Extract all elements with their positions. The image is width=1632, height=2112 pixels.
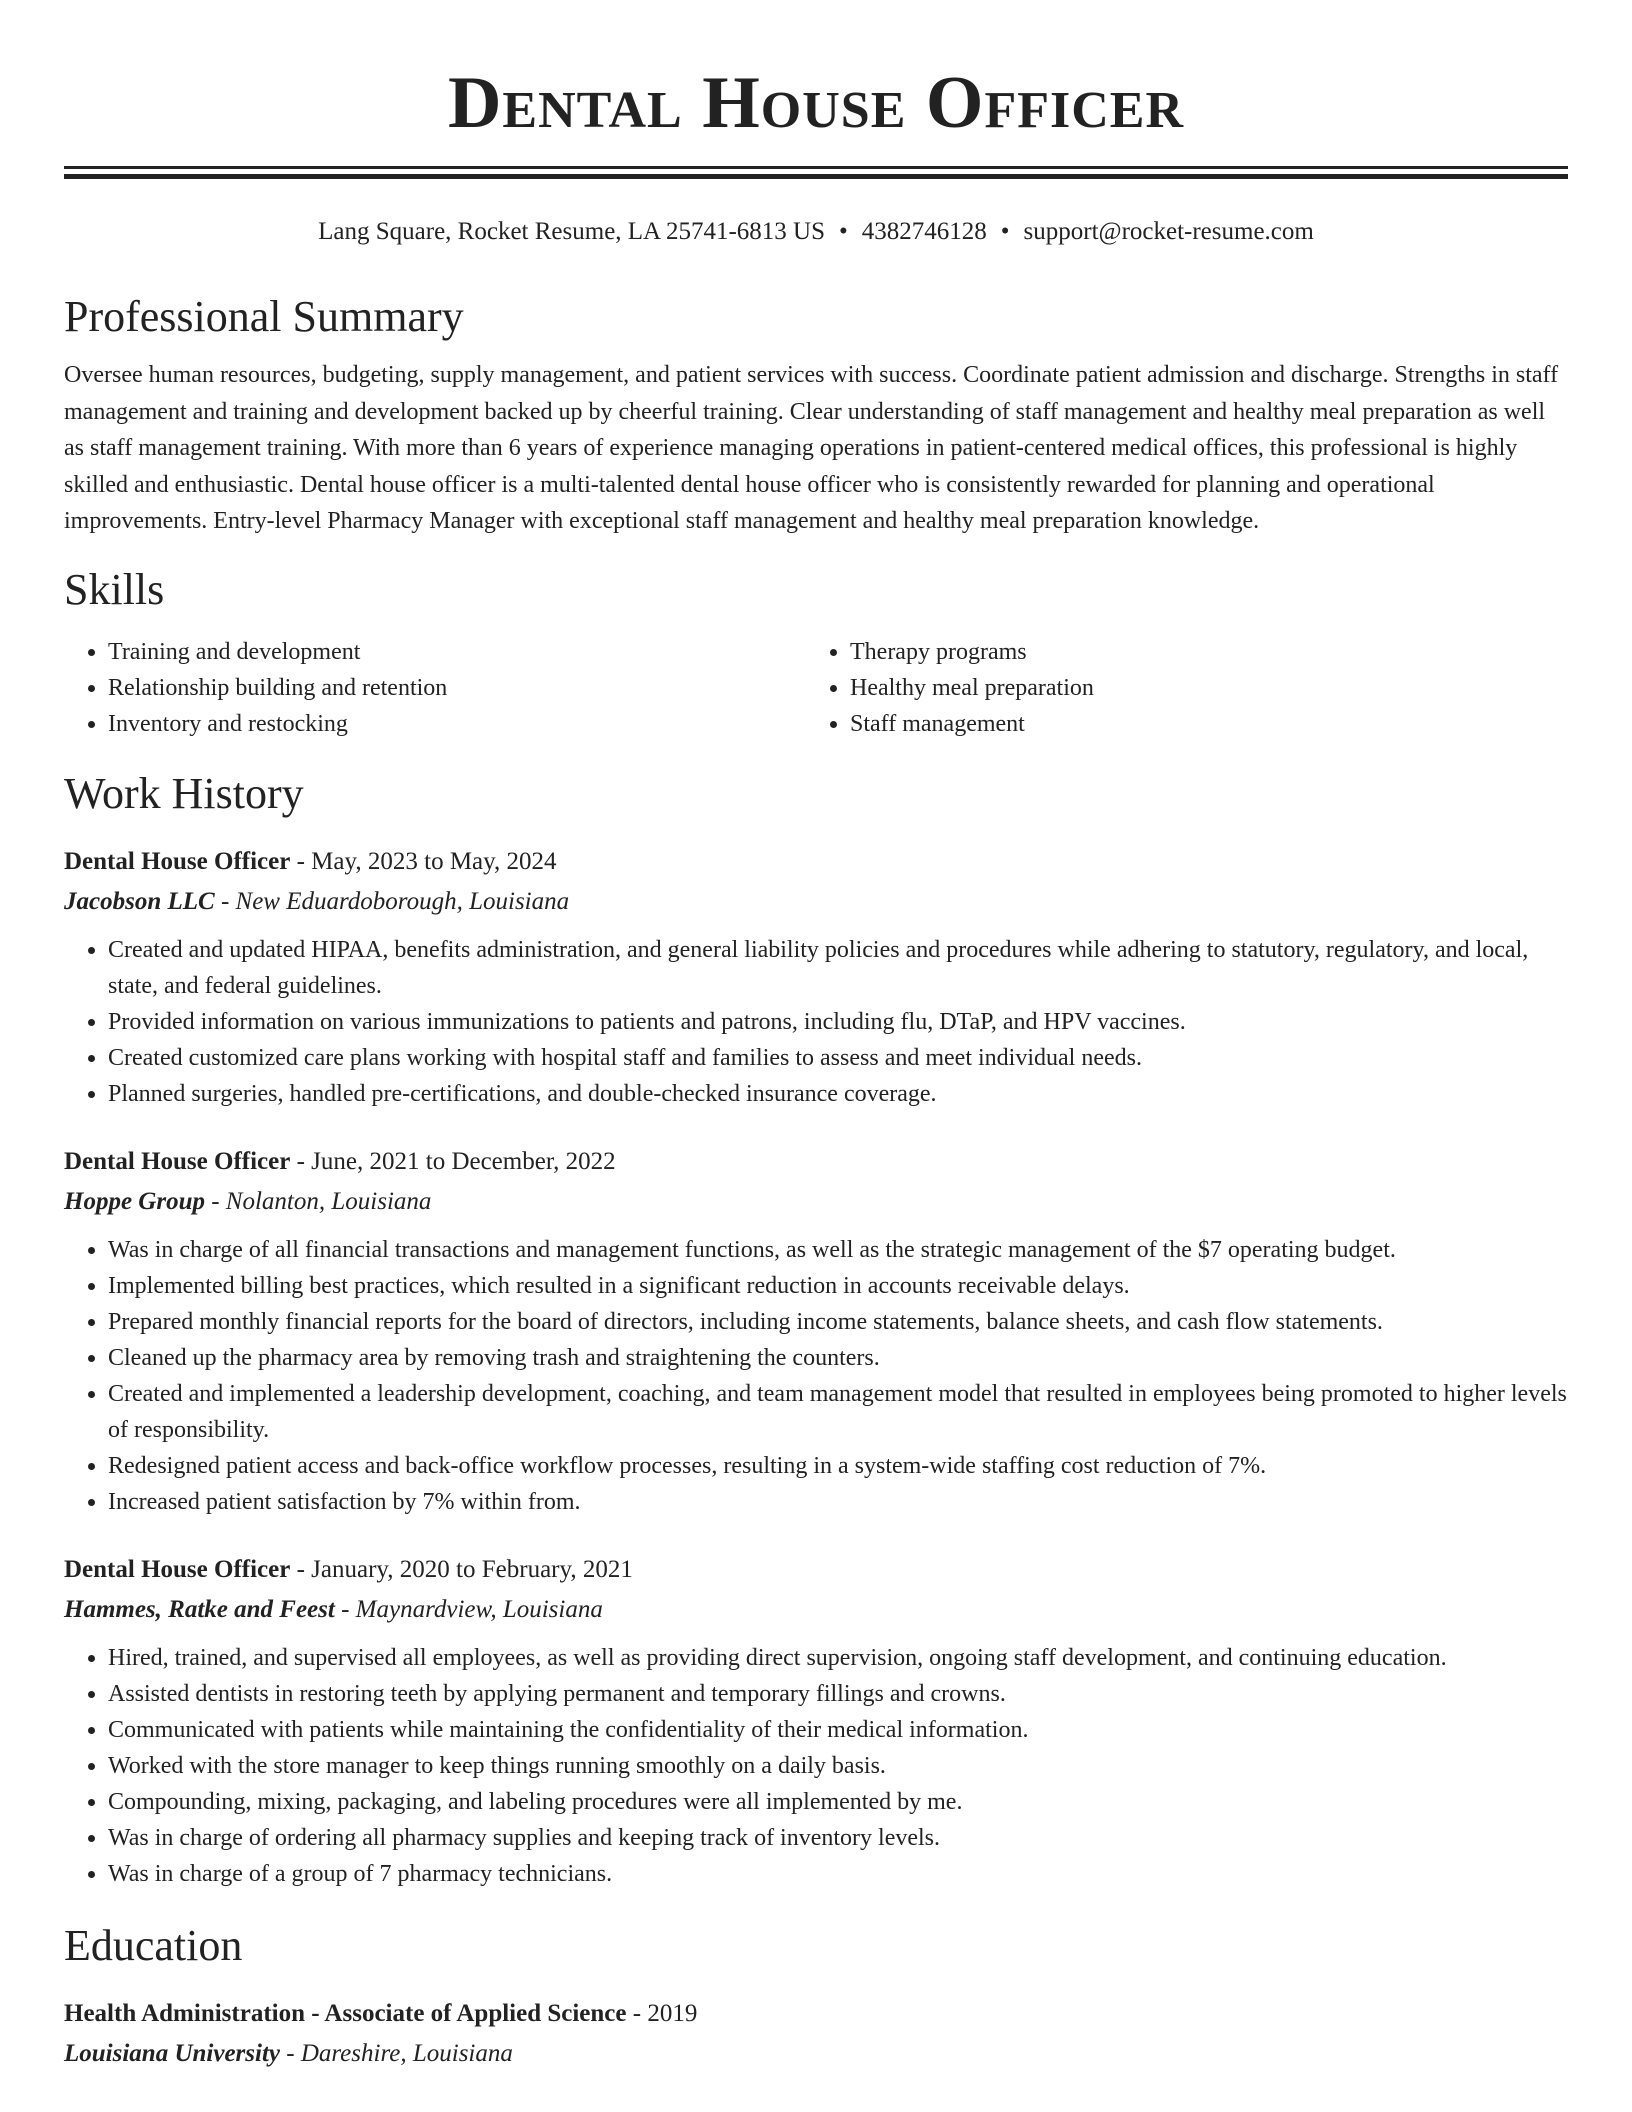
resume-name: Dental House Officer: [447, 62, 1184, 144]
job-bullet: • Was in charge of all financial transactions and management functions, as well as the strategic management of the $7 operating budget.: [108, 1232, 1568, 1268]
job-location: - New Eduardoborough, Louisiana: [214, 887, 570, 915]
job-bullet: • Provided information on various immunizations to patients and patrons, including flu, DTaP, and HPV vaccines.: [108, 1004, 1568, 1040]
job-bullets: [64, 1640, 1568, 1892]
job-bullet: • Hired, trained, and supervised all employees, as well as providing direct supervision, ongoing staff development, and continuing education.: [108, 1640, 1568, 1676]
job-company: Jacobson LLC: [64, 887, 215, 915]
contact-separator: •: [839, 218, 848, 245]
job-bullet: • Prepared monthly financial reports for the board of directors, including income statements, balance sheets, and cash flow statements.: [108, 1304, 1568, 1340]
job-bullet: • Created and updated HIPAA, benefits administration, and general liability policies and procedures while adhering to statutory, regulatory, and local, state, and federal guidelines.: [108, 932, 1568, 1004]
contact-phone: 4382746128: [861, 218, 987, 245]
education-location: - Dareshire, Louisiana: [280, 2039, 513, 2067]
contact-email[interactable]: support@rocket-resume.com: [1023, 218, 1314, 245]
education-degree: Health Administration - Associate of Applied Science: [64, 1999, 627, 2027]
job-bullet: • Implemented billing best practices, which resulted in a significant reduction in accounts receivable delays.: [108, 1268, 1568, 1304]
job-bullet: • Was in charge of ordering all pharmacy supplies and keeping track of inventory levels.: [108, 1820, 1568, 1856]
job-bullet: • Planned surgeries, handled pre-certifications, and double-checked insurance coverage.: [108, 1076, 1568, 1112]
skill-item: • Training and development: [108, 634, 806, 670]
job-company-line: [64, 1182, 1568, 1222]
education-school-line: [64, 2034, 1568, 2074]
contact-address: Lang Square, Rocket Resume, LA 25741-6813 US: [318, 218, 826, 245]
contact-line: [64, 217, 1568, 247]
skill-item: • Inventory and restocking: [108, 706, 806, 742]
job-location: - Maynardview, Louisiana: [334, 1595, 603, 1623]
job-bullet: • Cleaned up the pharmacy area by removing trash and straightening the counters.: [108, 1340, 1568, 1376]
job-dates: - June, 2021 to December, 2022: [290, 1147, 616, 1175]
summary-text: Oversee human resources, budgeting, supply management, and patient services with success. Coordinate patient admission and discharge. Strengths in staff management and training and development backed up by cheerful training. Clear understanding of staff management and healthy meal preparation as well as staff management training. With more than 6 years of experience managing operations in patient-centered medical offices, this professional is highly skilled and enthusiastic. Dental house officer is a multi-talented dental house officer who is consistently rewarded for planning and operational improvements. Entry-level Pharmacy Manager with exceptional staff management and healthy meal preparation knowledge.: [64, 362, 1559, 534]
job-bullets: [64, 932, 1568, 1112]
job-bullet: • Communicated with patients while maintaining the confidentiality of their medical information.: [108, 1712, 1568, 1748]
job-dates: - January, 2020 to February, 2021: [290, 1555, 633, 1583]
skill-item: • Healthy meal preparation: [850, 670, 1548, 706]
job-company-line: [64, 882, 1568, 922]
job-role: Dental House Officer: [64, 1555, 291, 1583]
header-divider-thin: [64, 174, 1568, 179]
job-bullet: • Compounding, mixing, packaging, and labeling procedures were all implemented by me.: [108, 1784, 1568, 1820]
skill-item: • Staff management: [850, 706, 1548, 742]
job-location: - Nolanton, Louisiana: [204, 1187, 432, 1215]
job-company: Hammes, Ratke and Feest: [64, 1595, 335, 1623]
job-title-line: [64, 1550, 1568, 1590]
education-heading: Education: [64, 1920, 243, 1970]
skill-item: • Therapy programs: [850, 634, 1548, 670]
job-entry: [64, 1142, 1568, 1520]
job-title-line: [64, 1142, 1568, 1182]
job-role: Dental House Officer: [64, 847, 291, 875]
contact-separator: •: [1000, 218, 1010, 245]
skills-column-left: [64, 634, 806, 742]
job-bullet: • Worked with the store manager to keep things running smoothly on a daily basis.: [108, 1748, 1568, 1784]
education-entry: [64, 1994, 1568, 2074]
job-bullet: • Increased patient satisfaction by 7% within from.: [108, 1484, 1568, 1520]
work-history-heading: Work History: [64, 768, 304, 818]
job-role: Dental House Officer: [64, 1147, 291, 1175]
summary-heading: Professional Summary: [64, 292, 464, 341]
job-bullet: • Created and implemented a leadership development, coaching, and team management model that resulted in employees being promoted to higher levels of responsibility.: [108, 1376, 1568, 1448]
job-bullet: • Was in charge of a group of 7 pharmacy technicians.: [108, 1856, 1568, 1892]
job-company: Hoppe Group: [64, 1187, 205, 1215]
education-degree-line: [64, 1994, 1568, 2034]
job-entry: [64, 1550, 1568, 1892]
skills-list: [64, 634, 1568, 742]
job-title-line: [64, 842, 1568, 882]
job-bullet: • Redesigned patient access and back-office workflow processes, resulting in a system-wide staffing cost reduction of 7%.: [108, 1448, 1568, 1484]
job-dates: - May, 2023 to May, 2024: [290, 847, 557, 875]
job-company-line: [64, 1590, 1568, 1630]
skills-column-right: [806, 634, 1548, 742]
skills-heading: Skills: [64, 564, 165, 614]
education-school: Louisiana University: [64, 2039, 280, 2067]
job-bullet: • Created customized care plans working with hospital staff and families to assess and meet individual needs.: [108, 1040, 1568, 1076]
header-divider-thick: [64, 166, 1568, 169]
job-bullet: • Assisted dentists in restoring teeth by applying permanent and temporary fillings and crowns.: [108, 1676, 1568, 1712]
job-bullets: [64, 1232, 1568, 1520]
education-year: - 2019: [626, 1999, 698, 2027]
skill-item: • Relationship building and retention: [108, 670, 806, 706]
job-entry: [64, 842, 1568, 1112]
